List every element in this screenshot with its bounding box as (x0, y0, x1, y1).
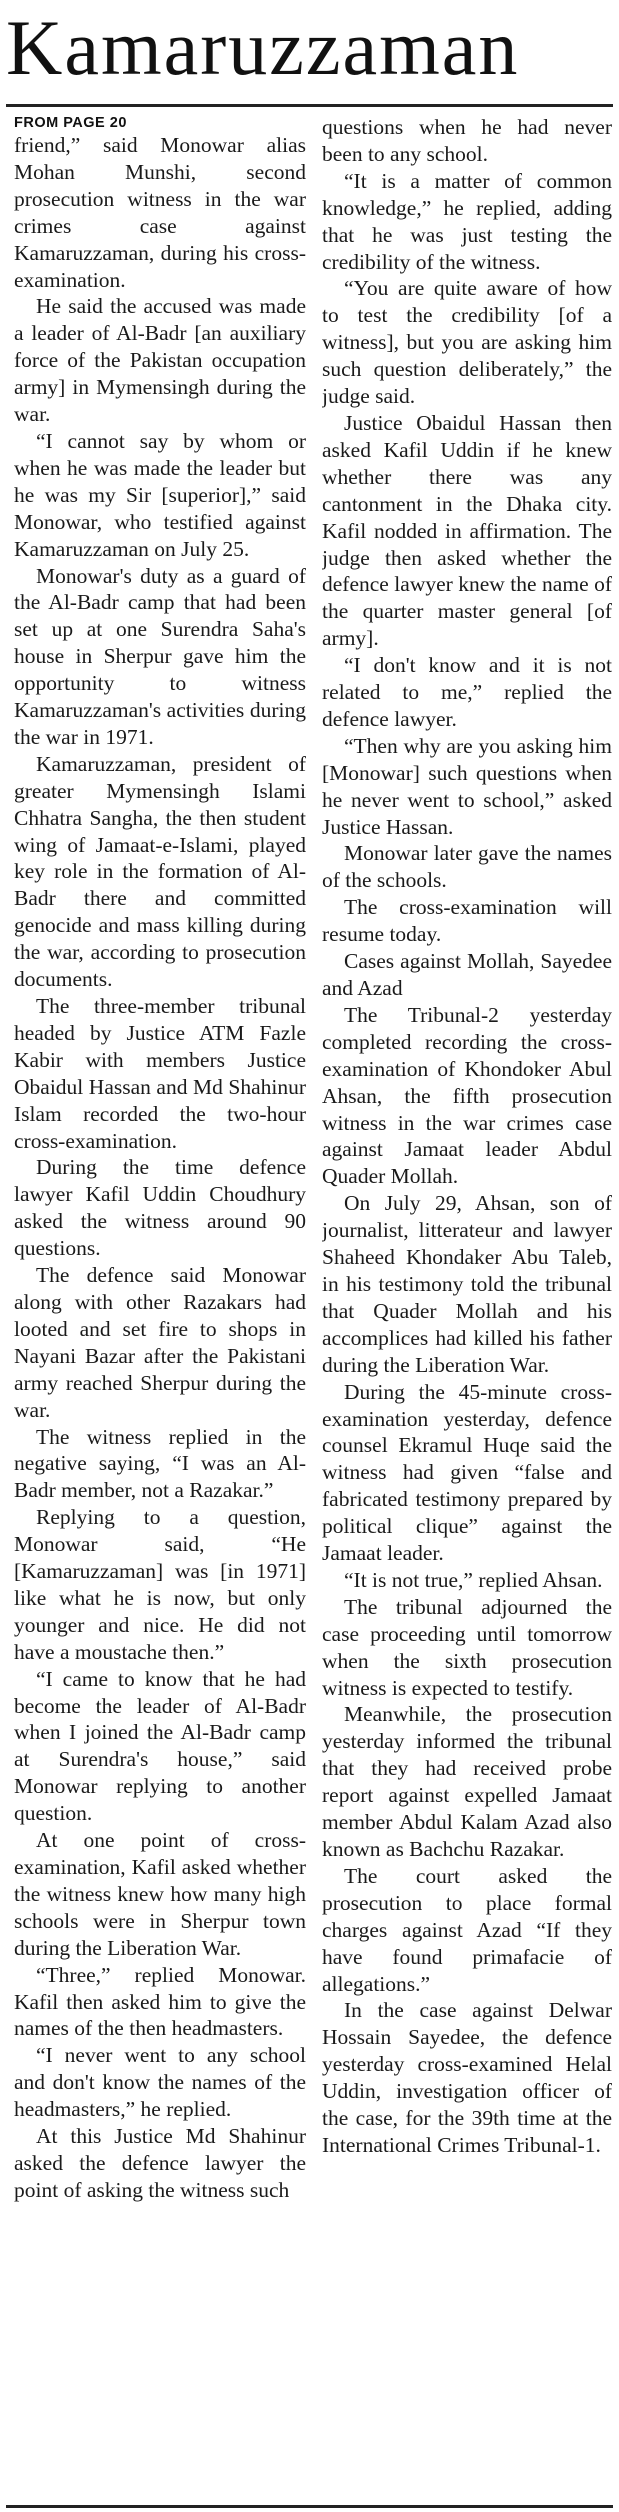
paragraph: He said the accused was made a leader of Al-Badr [an auxiliary force of the Pakistan occupation army] in Mymensingh during the war. (14, 294, 306, 427)
paragraph: During the 45-minute cross-examination yesterday, defence counsel Ekramul Huqe said the witness had given “false and fabricated testimony prepared by political clique” against the Jamaat leader. (322, 1379, 612, 1566)
paragraph: Monowar later gave the names of the schools. (322, 841, 612, 893)
paragraph: The defence said Monowar along with other Razakars had looted and set fire to shops in Nayani Bazar after the Pakistani army reached Sherpur during the war. (14, 1263, 306, 1422)
paragraph: The court asked the prosecution to place formal charges against Azad “If they have found primafacie of allegations.” (322, 1863, 612, 1996)
paragraph: “I don't know and it is not related to me,” replied the defence lawyer. (322, 653, 612, 731)
paragraph: “I came to know that he had become the leader of Al-Badr when I joined the Al-Badr camp at Surendra's house,” said Monowar replying to another question. (14, 1666, 306, 1826)
paragraph: questions when he had never been to any school. (322, 115, 612, 166)
paragraph: In the case against Delwar Hossain Sayedee, the defence yesterday cross-examined Helal Uddin, investigation officer of the case, for the 39th time at the International Crimes Tribunal-1. (322, 1998, 612, 2157)
left-column (14, 114, 306, 2502)
right-column (322, 114, 612, 2502)
paragraph: The cross-examination will resume today. (322, 895, 612, 947)
paragraph: At one point of cross-examination, Kafil asked whether the witness knew how many high schools were in Sherpur town during the Liberation War. (14, 1828, 306, 1960)
paragraph: The witness replied in the negative saying, “I was an Al-Badr member, not a Razakar.” (14, 1424, 306, 1503)
paragraph: friend,” said Monowar alias Mohan Munshi, second prosecution witness in the war crimes case against Kamaruzzaman, during his cross-examination. (14, 133, 306, 292)
headline: Kamaruzzaman (6, 4, 520, 91)
paragraph: “Three,” replied Monowar. Kafil then asked him to give the names of the then headmasters. (14, 1962, 306, 2041)
headline-rule (6, 104, 613, 107)
paragraph: On July 29, Ahsan, son of journalist, litterateur and lawyer Shaheed Khondaker Abu Taleb, in his testimony told the tribunal that Quader Mollah and his accomplices had killed his father during the Liberation War. (322, 1191, 612, 1377)
paragraph: The Tribunal-2 yesterday completed recording the cross-examination of Khondoker Abul Ahsan, the fifth prosecution witness in the war crimes case against Jamaat leader Abdul Quader Mollah. (322, 1002, 612, 1189)
paragraph: Justice Obaidul Hassan then asked Kafil Uddin if he knew whether there was any cantonment in the Dhaka city. Kafil nodded in affirmation. The judge then asked whether the defence lawyer knew the name of the quarter master general [of army]. (322, 410, 612, 651)
paragraph: Monowar's duty as a guard of the Al-Badr camp that had been set up at one Surendra Saha's house in Sherpur gave him the opportunity to witness Kamaruzzaman's activities during the war in 1971. (14, 563, 306, 749)
paragraph: “It is a matter of common knowledge,” he replied, adding that he was just testing the credibility of the witness. (322, 168, 612, 274)
paragraph: The three-member tribunal headed by Justice ATM Fazle Kabir with members Justice Obaidul Hassan and Md Shahinur Islam recorded the two-hour cross-examination. (14, 994, 306, 1153)
paragraph: “I cannot say by whom or when he was made the leader but he was my Sir [superior],” said Monowar, who testified against Kamaruzzaman on July 25. (14, 428, 306, 561)
subheading: Cases against Mollah, Sayedee and Azad (322, 949, 612, 1000)
paragraph: “I never went to any school and don't know the names of the headmasters,” he replied. (14, 2043, 306, 2122)
bottom-rule (6, 2505, 613, 2508)
paragraph: “It is not true,” replied Ahsan. (344, 1567, 603, 1592)
jump-kicker: FROM PAGE 20 (14, 115, 127, 131)
paragraph: “You are quite aware of how to test the credibility [of a witness], but you are asking him such question deliberately,” the judge said. (322, 276, 612, 409)
paragraph: Replying to a question, Monowar said, “He [Kamaruzzaman] was [in 1971] like what he is now, but only younger and nice. He did not have a moustache then.” (14, 1505, 306, 1664)
paragraph: “Then why are you asking him [Monowar] such questions when he never went to school,” asked Justice Hassan. (322, 733, 612, 839)
paragraph: The tribunal adjourned the case proceeding until tomorrow when the sixth prosecution witness is expected to testify. (322, 1594, 612, 1700)
paragraph: Kamaruzzaman, president of greater Mymensingh Islami Chhatra Sangha, the then student wing of Jamaat-e-Islami, played key role in the formation of Al-Badr there and committed genocide and mass killing during the war, according to prosecution documents. (14, 751, 306, 992)
paragraph: At this Justice Md Shahinur asked the defence lawyer the point of asking the witness such (14, 2124, 306, 2202)
paragraph: During the time defence lawyer Kafil Uddin Choudhury asked the witness around 90 questions. (14, 1155, 306, 1261)
paragraph: Meanwhile, the prosecution yesterday informed the tribunal that they had received probe report against expelled Jamaat member Abdul Kalam Azad also known as Bachchu Razakar. (322, 1702, 612, 1861)
